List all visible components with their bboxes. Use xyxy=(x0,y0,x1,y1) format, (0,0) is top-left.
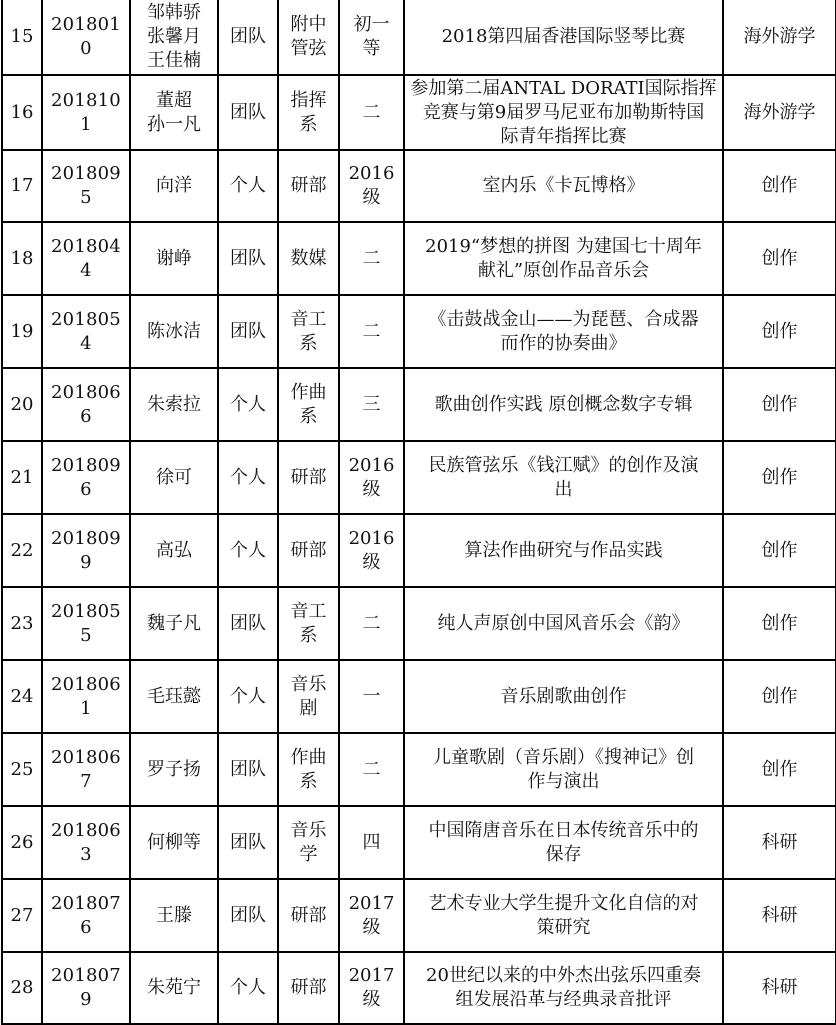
category-cell: 科研 xyxy=(723,879,836,952)
project-id-cell: 2018010 xyxy=(42,0,130,75)
row-number-cell: 19 xyxy=(2,295,42,368)
grade-line: 2016 xyxy=(348,454,395,476)
project-id-cell: 2018076 xyxy=(42,879,130,952)
department-line: 剧 xyxy=(299,697,318,719)
row-number-cell: 22 xyxy=(2,514,42,587)
category-cell: 创作 xyxy=(723,514,836,587)
project-title-cell xyxy=(404,587,723,660)
applicant-name-cell xyxy=(130,222,218,295)
department-cell xyxy=(278,441,339,514)
department-line: 作曲 xyxy=(290,746,327,768)
department-line: 附中 xyxy=(290,13,327,35)
applicant-name-cell xyxy=(130,441,218,514)
applicant-name-line: 毛珏懿 xyxy=(147,685,201,707)
department-line: 系 xyxy=(299,624,318,646)
project-title-line: 音乐剧歌曲创作 xyxy=(500,685,627,707)
category-cell: 科研 xyxy=(723,806,836,879)
grade-line: 级 xyxy=(362,989,381,1010)
department-cell xyxy=(278,879,339,952)
project-title-line: 民族管弦乐《钱江赋》的创作及演 xyxy=(428,454,699,476)
project-title-line: 出 xyxy=(554,478,573,500)
department-cell xyxy=(278,75,339,150)
department-cell xyxy=(278,806,339,879)
project-title-cell xyxy=(404,660,723,733)
grade-cell xyxy=(339,514,404,587)
project-title-cell xyxy=(404,733,723,806)
project-type-cell: 团队 xyxy=(218,0,278,75)
department-line: 研部 xyxy=(290,977,327,998)
applicant-name-cell xyxy=(130,75,218,150)
category-cell: 创作 xyxy=(723,660,836,733)
department-line: 数媒 xyxy=(290,247,327,269)
row-number-cell: 21 xyxy=(2,441,42,514)
grade-line: 二 xyxy=(362,612,381,634)
grade-line: 级 xyxy=(362,187,381,208)
grade-cell xyxy=(339,222,404,295)
project-title-line: 作与演出 xyxy=(527,770,600,792)
applicant-name-line: 邹韩骄 xyxy=(147,1,201,23)
grade-line: 2017 xyxy=(348,892,395,914)
row-number-cell: 28 xyxy=(2,952,42,1024)
applicant-name-line: 陈冰洁 xyxy=(147,320,201,342)
project-title-line: 竞赛与第9届罗马尼亚布加勒斯特国 xyxy=(422,101,705,123)
applicant-name-cell xyxy=(130,368,218,441)
grade-cell xyxy=(339,587,404,660)
project-title-cell xyxy=(404,806,723,879)
project-title-line: 组发展沿革与经典录音批评 xyxy=(455,989,672,1010)
project-title-line: 中国隋唐音乐在日本传统音乐中的 xyxy=(428,819,699,841)
project-title-cell xyxy=(404,222,723,295)
department-line: 研部 xyxy=(290,175,327,196)
project-title-line: 《击鼓战金山——为琵琶、合成器 xyxy=(428,308,699,330)
row-number-cell: 24 xyxy=(2,660,42,733)
grade-line: 初一 xyxy=(353,13,390,35)
table-row xyxy=(2,733,836,806)
project-title-line: 而作的协奏曲》 xyxy=(500,332,627,354)
table-row xyxy=(2,879,836,952)
grade-line: 2016 xyxy=(348,527,395,549)
grade-line: 四 xyxy=(362,831,381,853)
department-line: 系 xyxy=(299,113,318,135)
project-id-cell: 2018063 xyxy=(42,806,130,879)
project-type-cell: 团队 xyxy=(218,733,278,806)
row-number-cell: 26 xyxy=(2,806,42,879)
department-line: 研部 xyxy=(290,904,327,926)
project-title-cell xyxy=(404,441,723,514)
grade-cell xyxy=(339,368,404,441)
department-line: 研部 xyxy=(290,539,327,561)
grade-line: 级 xyxy=(362,916,381,938)
project-title-line: 20世纪以来的中外杰出弦乐四重奏 xyxy=(426,965,701,986)
grade-line: 级 xyxy=(362,551,381,573)
project-title-line: 室内乐《卡瓦博格》 xyxy=(482,175,645,196)
project-title-cell xyxy=(404,295,723,368)
table-row xyxy=(2,952,836,1024)
applicant-name-cell xyxy=(130,952,218,1024)
department-cell xyxy=(278,150,339,222)
grade-line: 二 xyxy=(362,320,381,342)
department-line: 作曲系 xyxy=(290,381,327,427)
category-cell: 海外游学 xyxy=(723,0,836,75)
table-row xyxy=(2,806,836,879)
grade-line: 二 xyxy=(362,101,381,123)
project-type-cell: 个人 xyxy=(218,150,278,222)
applicant-name-cell xyxy=(130,514,218,587)
project-type-cell: 团队 xyxy=(218,879,278,952)
applicant-name-cell xyxy=(130,879,218,952)
table-row xyxy=(2,441,836,514)
grade-cell xyxy=(339,952,404,1024)
table-row xyxy=(2,295,836,368)
table-row xyxy=(2,514,836,587)
category-cell: 创作 xyxy=(723,295,836,368)
department-cell xyxy=(278,0,339,75)
grade-cell xyxy=(339,733,404,806)
project-title-cell xyxy=(404,514,723,587)
row-number-cell: 23 xyxy=(2,587,42,660)
project-type-cell: 团队 xyxy=(218,75,278,150)
project-title-line: 2018第四届香港国际竖琴比赛 xyxy=(441,25,686,47)
grade-cell xyxy=(339,441,404,514)
department-line: 系 xyxy=(299,770,318,792)
project-type-cell: 个人 xyxy=(218,368,278,441)
row-number-cell: 17 xyxy=(2,150,42,222)
applicant-name-line: 何柳等 xyxy=(147,831,201,853)
table-row xyxy=(2,75,836,150)
project-title-cell xyxy=(404,952,723,1024)
project-title-line: 2019“梦想的拼图 为建国七十周年 xyxy=(425,235,702,257)
applicant-name-line: 朱苑宁 xyxy=(147,977,201,998)
project-title-line: 际青年指挥比赛 xyxy=(500,125,627,147)
row-number-cell: 25 xyxy=(2,733,42,806)
project-id-cell: 2018099 xyxy=(42,514,130,587)
project-title-line: 纯人声原创中国风音乐会《韵》 xyxy=(437,612,690,634)
department-line: 音工 xyxy=(290,600,327,622)
department-line: 指挥 xyxy=(290,89,327,111)
table-row xyxy=(2,222,836,295)
grade-cell xyxy=(339,806,404,879)
category-cell: 创作 xyxy=(723,368,836,441)
project-id-cell: 2018044 xyxy=(42,222,130,295)
applicant-name-line: 朱索拉 xyxy=(147,393,201,415)
project-title-cell xyxy=(404,0,723,75)
grade-cell xyxy=(339,660,404,733)
applicant-name-cell xyxy=(130,806,218,879)
grade-line: 二 xyxy=(362,758,381,780)
project-id-cell: 2018079 xyxy=(42,952,130,1024)
table-row xyxy=(2,660,836,733)
project-type-cell: 团队 xyxy=(218,587,278,660)
department-cell xyxy=(278,952,339,1024)
grade-cell xyxy=(339,295,404,368)
applicant-name-line: 孙一凡 xyxy=(147,113,201,135)
department-line: 学 xyxy=(299,843,318,865)
project-title-cell xyxy=(404,75,723,150)
table-row xyxy=(2,0,836,75)
row-number-cell: 15 xyxy=(2,0,42,75)
project-id-cell: 2018054 xyxy=(42,295,130,368)
department-line: 音工系 xyxy=(290,308,327,354)
project-type-cell: 个人 xyxy=(218,514,278,587)
project-id-cell: 2018067 xyxy=(42,733,130,806)
project-title-line: 算法作曲研究与作品实践 xyxy=(464,539,663,561)
project-title-cell xyxy=(404,879,723,952)
category-cell: 海外游学 xyxy=(723,75,836,150)
project-title-line: 艺术专业大学生提升文化自信的对 xyxy=(428,892,699,914)
grade-line: 二 xyxy=(362,247,381,269)
grade-line: 2017 xyxy=(348,965,395,986)
row-number-cell: 27 xyxy=(2,879,42,952)
applicant-name-cell xyxy=(130,150,218,222)
project-title-line: 参加第二届ANTAL DORATI国际指挥 xyxy=(410,77,717,99)
project-id-cell: 2018096 xyxy=(42,441,130,514)
project-id-cell: 2018095 xyxy=(42,150,130,222)
project-type-cell: 团队 xyxy=(218,806,278,879)
department-cell xyxy=(278,514,339,587)
applicant-name-line: 谢峥 xyxy=(156,247,192,269)
grade-cell xyxy=(339,150,404,222)
table-body xyxy=(2,0,836,1024)
grade-cell xyxy=(339,75,404,150)
grade-line: 2016 xyxy=(348,163,395,184)
project-id-cell: 2018066 xyxy=(42,368,130,441)
department-cell xyxy=(278,295,339,368)
applicant-name-cell xyxy=(130,295,218,368)
department-line: 研部 xyxy=(290,466,327,488)
applicant-name-line: 魏子凡 xyxy=(147,612,201,634)
applicant-name-cell xyxy=(130,733,218,806)
department-cell xyxy=(278,733,339,806)
table-row xyxy=(2,587,836,660)
applicant-name-line: 徐可 xyxy=(156,466,192,488)
grade-line: 三 xyxy=(362,393,381,415)
row-number-cell: 16 xyxy=(2,75,42,150)
grade-cell xyxy=(339,879,404,952)
applicant-name-line: 董超 xyxy=(156,89,192,111)
category-cell: 创作 xyxy=(723,150,836,222)
department-cell xyxy=(278,587,339,660)
table-row xyxy=(2,368,836,441)
project-table xyxy=(1,0,836,1025)
category-cell: 创作 xyxy=(723,733,836,806)
applicant-name-cell xyxy=(130,660,218,733)
department-line: 音乐 xyxy=(290,673,327,695)
project-id-cell: 2018055 xyxy=(42,587,130,660)
category-cell: 创作 xyxy=(723,587,836,660)
row-number-cell: 18 xyxy=(2,222,42,295)
applicant-name-cell xyxy=(130,0,218,75)
grade-cell xyxy=(339,0,404,75)
applicant-name-line: 高弘 xyxy=(156,539,192,561)
grade-line: 级 xyxy=(362,478,381,500)
applicant-name-line: 张馨月 xyxy=(147,25,201,47)
department-cell xyxy=(278,222,339,295)
project-type-cell: 个人 xyxy=(218,660,278,733)
project-title-line: 歌曲创作实践 原创概念数字专辑 xyxy=(434,393,693,415)
project-title-line: 策研究 xyxy=(536,916,591,938)
table-row xyxy=(2,150,836,222)
project-title-cell xyxy=(404,150,723,222)
project-type-cell: 团队 xyxy=(218,222,278,295)
applicant-name-line: 罗子扬 xyxy=(147,758,201,780)
category-cell: 创作 xyxy=(723,441,836,514)
grade-line: 等 xyxy=(362,37,381,59)
department-cell xyxy=(278,368,339,441)
row-number-cell: 20 xyxy=(2,368,42,441)
project-type-cell: 个人 xyxy=(218,952,278,1024)
project-title-line: 保存 xyxy=(545,843,582,865)
department-line: 音乐 xyxy=(290,819,327,841)
project-type-cell: 团队 xyxy=(218,295,278,368)
grade-line: 一 xyxy=(362,685,381,707)
applicant-name-cell xyxy=(130,587,218,660)
project-id-cell: 2018061 xyxy=(42,660,130,733)
project-title-line: 儿童歌剧（音乐剧）《搜神记》创 xyxy=(433,746,694,768)
project-id-cell: 2018101 xyxy=(42,75,130,150)
applicant-name-line: 王佳楠 xyxy=(147,49,201,71)
department-cell xyxy=(278,660,339,733)
category-cell: 创作 xyxy=(723,222,836,295)
applicant-name-line: 王滕 xyxy=(156,904,192,926)
project-type-cell: 个人 xyxy=(218,441,278,514)
category-cell: 科研 xyxy=(723,952,836,1024)
project-title-cell xyxy=(404,368,723,441)
applicant-name-line: 向洋 xyxy=(156,175,192,196)
department-line: 管弦 xyxy=(290,37,327,59)
project-title-line: 献礼”原创作品音乐会 xyxy=(477,259,650,281)
